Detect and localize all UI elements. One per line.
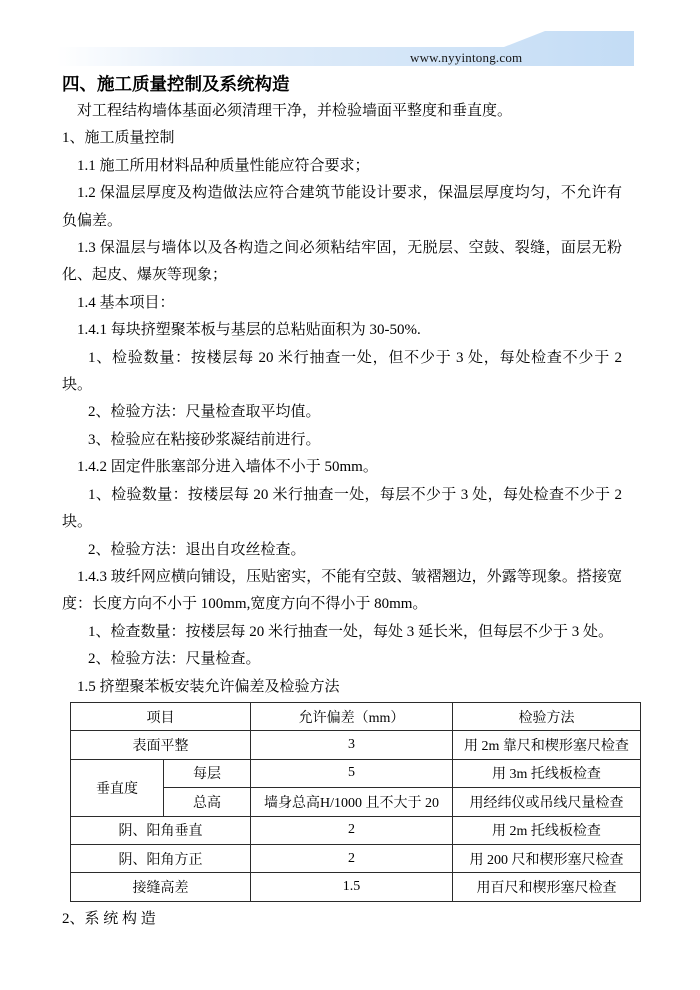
doc-paragraph: 对工程结构墙体基面必须清理干净，并检验墙面平整度和垂直度。 — [77, 103, 513, 119]
doc-paragraph: 2、检验方法：尺量检查取平均值。 — [88, 404, 321, 421]
cell-method: 用 2m 靠尺和楔形塞尺检查 — [453, 731, 641, 759]
doc-paragraph: 1.4 基本项目： — [77, 294, 175, 311]
doc-paragraph: 1、检查数量：按楼层每 20 米行抽查一处，每处 3 延长米，但每层不少于 3 处。 — [88, 623, 614, 640]
doc-paragraph: 1.4.3 玻纤网应横向铺设，压贴密实，不能有空鼓、皱褶翘边，外露等现象。搭接宽度：长度方向不小于 100mm,宽度方向不得小于 80mm。 — [62, 568, 622, 613]
doc-paragraph: 1、施工质量控制 — [62, 130, 175, 147]
spec-table — [70, 702, 641, 902]
document-body — [62, 70, 640, 933]
table-row — [71, 731, 641, 759]
cell-item: 垂直度 — [71, 759, 164, 816]
header-cell-method: 检验方法 — [453, 702, 641, 730]
doc-paragraph: 1.1 施工所用材料品种质量性能应符合要求； — [77, 157, 370, 174]
doc-paragraph: 1、检验数量：按楼层每 20 米行抽查一处，每层不少于 3 处，每处检查不少于 2 块。 — [62, 486, 622, 531]
cell-sub: 总高 — [164, 788, 251, 816]
doc-paragraph: 1.5 挤塑聚苯板安装允许偏差及检验方法 — [77, 678, 340, 695]
cell-deviation: 墙身总高H/1000 且不大于 20 — [251, 788, 453, 816]
doc-paragraph: 3、检验应在粘接砂浆凝结前进行。 — [88, 431, 321, 448]
cell-method: 用 2m 托线板检查 — [453, 816, 641, 844]
header-cell-deviation: 允许偏差（mm） — [251, 702, 453, 730]
cell-sub: 每层 — [164, 759, 251, 787]
doc-paragraph: 2、检验方法：退出自攻丝检查。 — [88, 541, 306, 558]
doc-paragraph: 1.4.1 每块挤塑聚苯板与基层的总粘贴面积为 30-50%. — [77, 322, 421, 339]
cell-method: 用 200 尺和楔形塞尺检查 — [453, 844, 641, 872]
cell-deviation: 2 — [251, 816, 453, 844]
doc-paragraph: 1.3 保温层与墙体以及各构造之间必须粘结牢固，无脱层、空鼓、裂缝，面层无粉化、起皮、爆灰等现象； — [62, 240, 622, 284]
doc-paragraph: 1.2 保温层厚度及构造做法应符合建筑节能设计要求，保温层厚度均匀，不允许有负偏差。 — [62, 185, 622, 229]
doc-paragraph: 1.4.2 固定件胀塞部分进入墙体不小于 50mm。 — [77, 459, 378, 476]
table-row — [71, 873, 641, 901]
header-cell-item: 项目 — [71, 702, 251, 730]
cell-item: 表面平整 — [71, 731, 251, 759]
doc-paragraph: 2、检验方法：尺量检查。 — [88, 651, 261, 668]
cell-item: 接缝高差 — [71, 873, 251, 901]
cell-deviation: 5 — [251, 759, 453, 787]
table-row — [71, 816, 641, 844]
section-heading: 四、施工质量控制及系统构造 — [62, 74, 290, 94]
banner-ribbon-shape — [57, 31, 634, 66]
cell-method: 用 3m 托线板检查 — [453, 759, 641, 787]
cell-deviation: 1.5 — [251, 873, 453, 901]
table-row — [71, 759, 641, 787]
cell-deviation: 3 — [251, 731, 453, 759]
cell-deviation: 2 — [251, 844, 453, 872]
cell-method: 用百尺和楔形塞尺检查 — [453, 873, 641, 901]
header-banner — [0, 0, 700, 70]
doc-paragraph: 1、检验数量：按楼层每 20 米行抽查一处，但不少于 3 处，每处检查不少于 2 块。 — [62, 349, 622, 394]
site-url-text: www.nyyintong.com — [410, 50, 523, 65]
cell-method: 用经纬仪或吊线尺量检查 — [453, 788, 641, 816]
cell-item: 阴、阳角方正 — [71, 844, 251, 872]
closing-line: 2、系 统 构 造 — [62, 910, 156, 927]
cell-item: 阴、阳角垂直 — [71, 816, 251, 844]
table-header-row — [71, 702, 641, 730]
table-row — [71, 844, 641, 872]
